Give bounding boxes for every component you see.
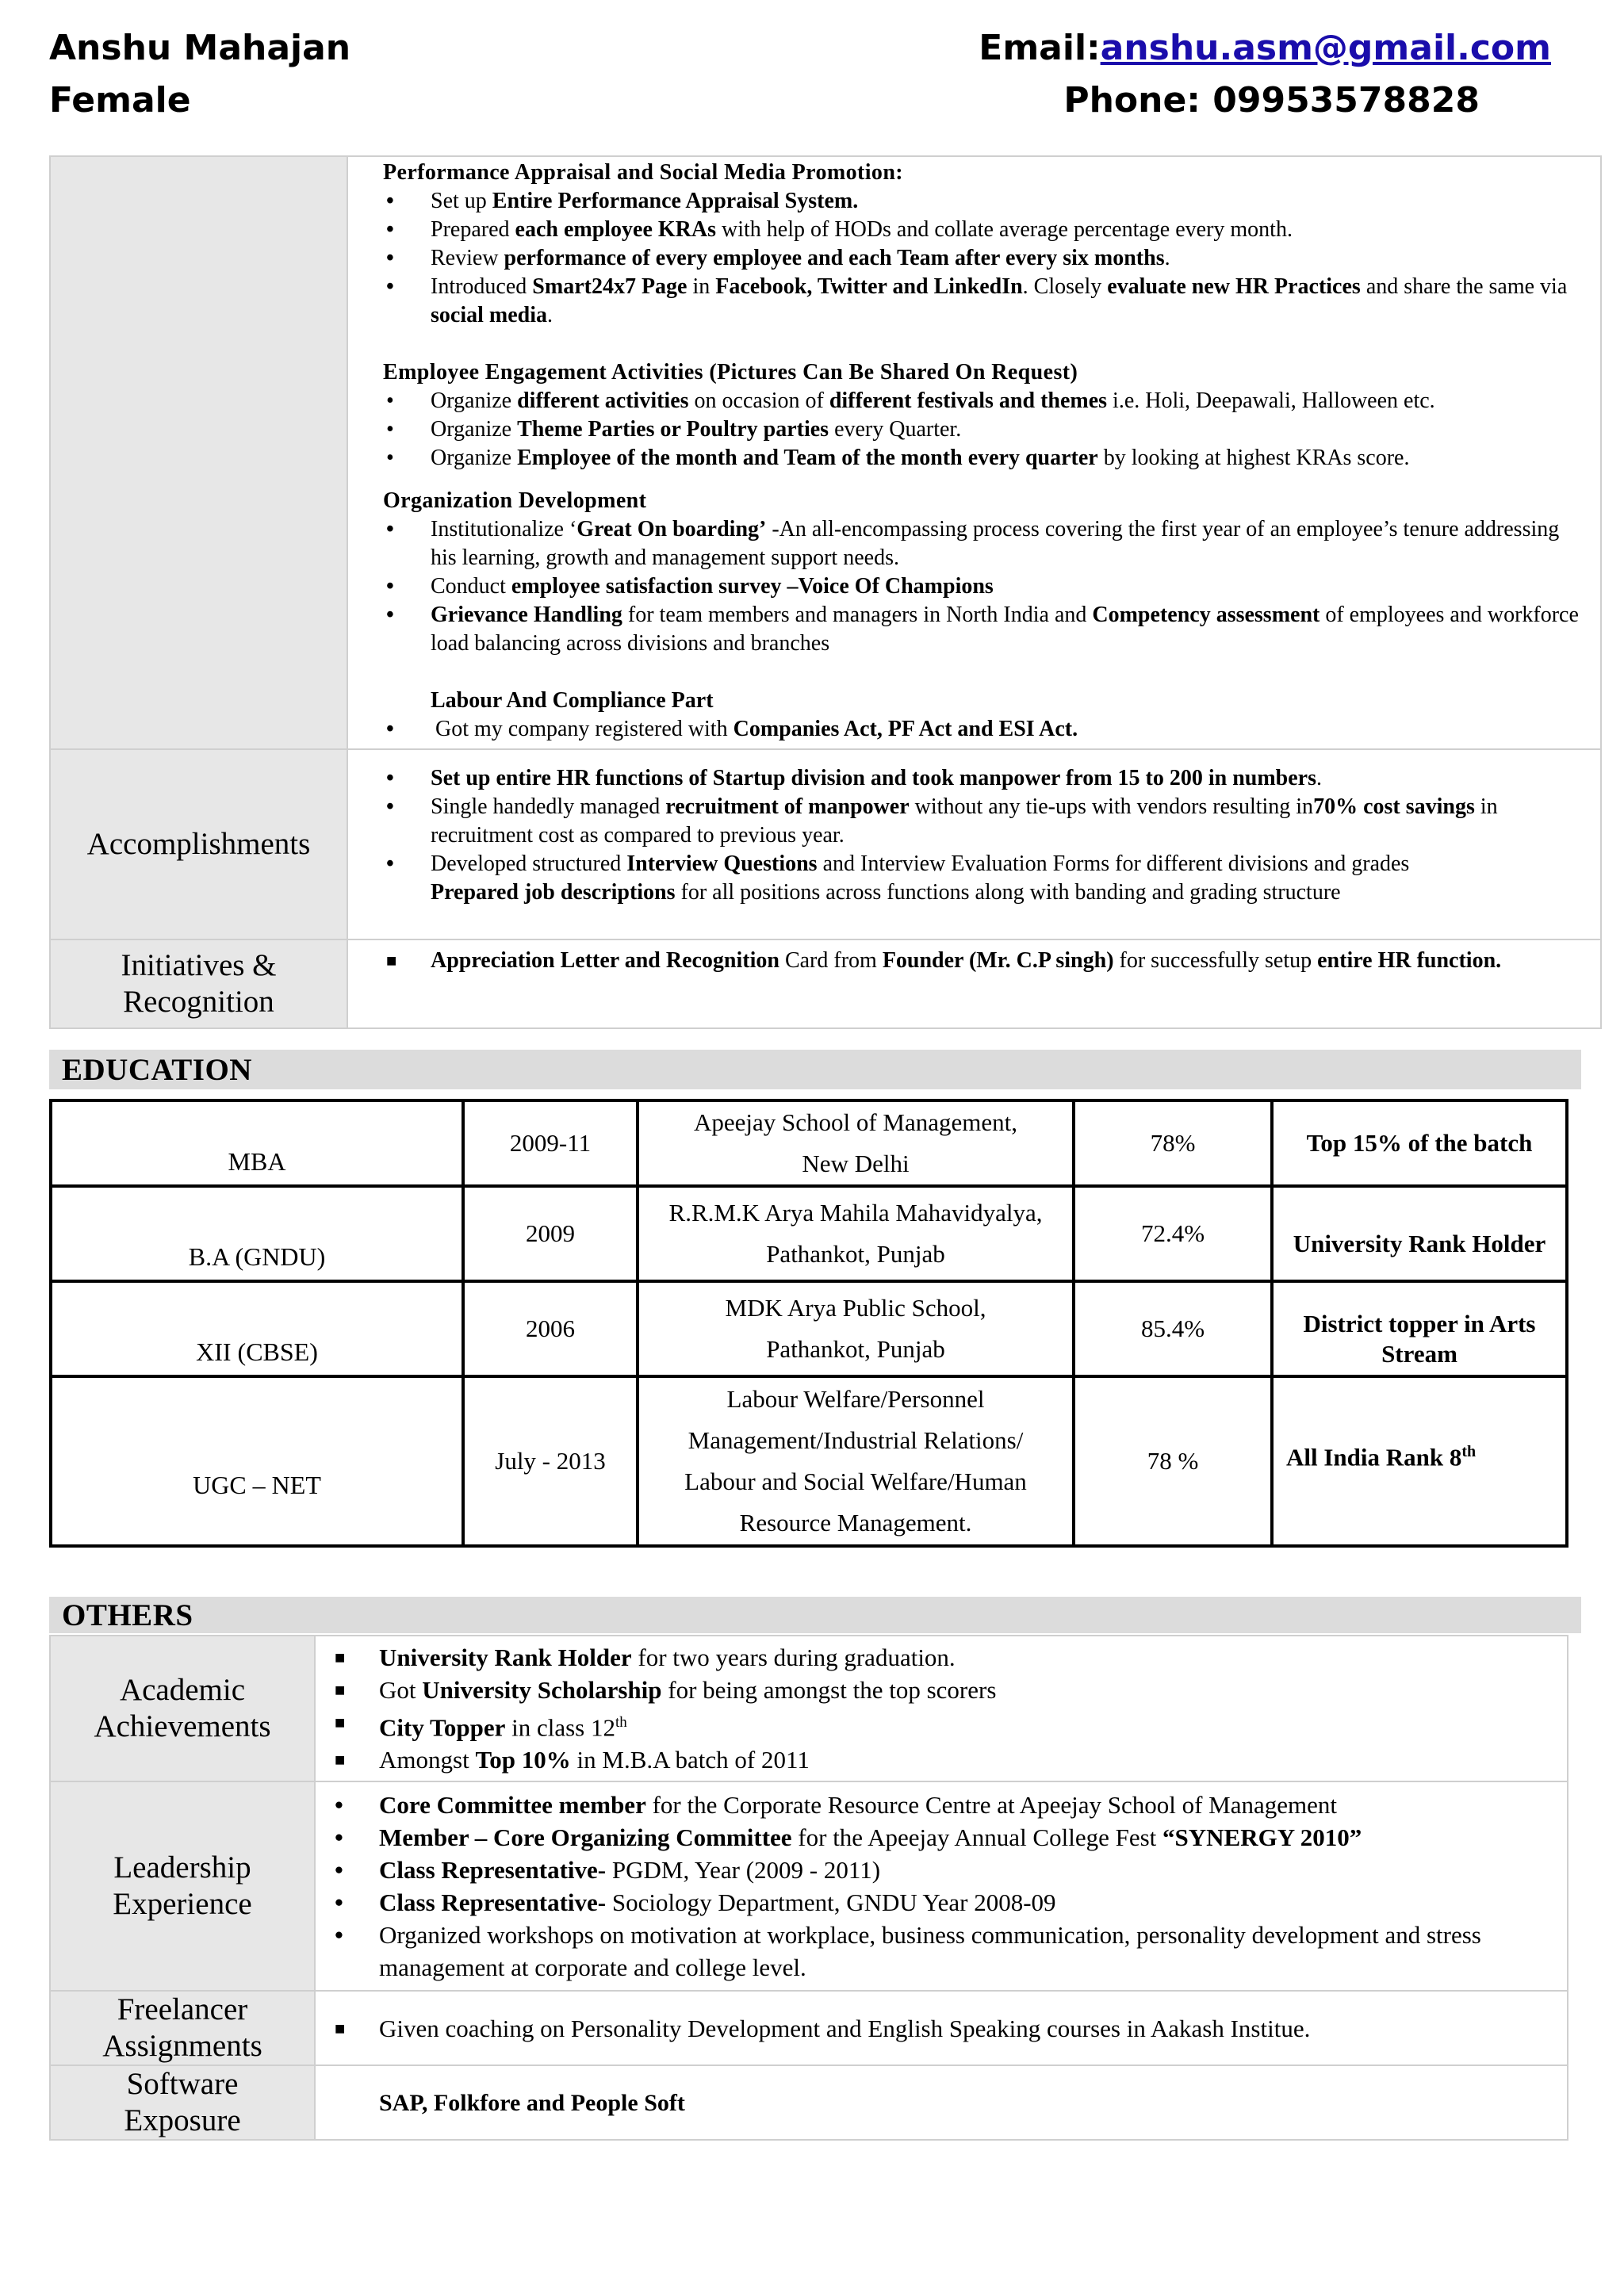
list-item: • Core Committee member for the Corporate Resource Centre at Apeejay School of Management	[335, 1791, 1337, 1820]
initiatives-row	[50, 939, 1601, 1028]
initiatives-details	[347, 939, 1601, 1028]
edu-percentage: 78%	[1074, 1100, 1272, 1186]
engagement-list	[383, 387, 1584, 473]
list-item: ■ University Rank Holder for two years during graduation.	[335, 1644, 956, 1671]
freelancer-list	[331, 2012, 1559, 2045]
header-left	[49, 22, 350, 127]
edu-year: 2009-11	[463, 1100, 638, 1186]
list-item: • Class Representative- PGDM, Year (2009 - 2011)	[335, 1856, 881, 1885]
freelancer-details	[315, 1991, 1568, 2065]
header-right	[979, 22, 1551, 127]
accomplishments-details	[347, 749, 1601, 939]
list-item: • Set up Entire Performance Appraisal System.	[386, 189, 859, 213]
accomplishments-row	[50, 749, 1601, 939]
org-dev-list	[383, 515, 1584, 658]
edu-remark: Top 15% of the batch	[1272, 1100, 1567, 1186]
accomplishments-label: Accomplishments	[50, 749, 347, 939]
freelancer-row	[50, 1991, 1568, 2065]
leadership-label: Leadership Experience	[50, 1781, 315, 1991]
list-item: ■ Appreciation Letter and Recognition Card from Founder (Mr. C.P singh) for successfully setup entire HR function.	[386, 948, 1502, 973]
edu-year: July - 2013	[463, 1376, 638, 1546]
software-row	[50, 2065, 1568, 2140]
accomplishments-list	[383, 764, 1584, 907]
section-title-appraisal: Performance Appraisal and Social Media Promotion:	[383, 160, 904, 185]
leadership-row	[50, 1781, 1568, 1991]
table-row	[51, 1186, 1567, 1281]
list-item: • Class Representative- Sociology Department, GNDU Year 2008-09	[335, 1888, 1056, 1917]
list-item: • Prepared each employee KRAs with help of HODs and collate average percentage every month.	[386, 217, 1293, 242]
list-item: • Got my company registered with Companies Act, PF Act and ESI Act.	[386, 717, 1078, 741]
academic-details	[315, 1636, 1568, 1781]
software-value: SAP, Folkfore and People Soft	[379, 2089, 685, 2116]
list-item: • Review performance of every employee and each Team after every six months.	[386, 246, 1170, 270]
edu-percentage: 72.4%	[1074, 1186, 1272, 1281]
experience-label-cell	[50, 156, 347, 749]
list-item: • Set up entire HR functions of Startup division and took manpower from 15 to 200 in numbers.	[386, 766, 1323, 790]
edu-remark: All India Rank 8th	[1272, 1376, 1567, 1546]
edu-degree: XII (CBSE)	[51, 1281, 463, 1376]
freelancer-label: Freelancer Assignments	[50, 1991, 315, 2065]
edu-degree: B.A (GNDU)	[51, 1186, 463, 1281]
list-item: • Grievance Handling for team members and managers in North India and Competency assessment of employees and workforce load balancing across divisions and branches	[386, 603, 1579, 656]
list-item: ■ City Topper in class 12th	[335, 1712, 627, 1742]
edu-year: 2006	[463, 1281, 638, 1376]
list-item: • Member – Core Organizing Committee for the Apeejay Annual College Fest “SYNERGY 2010”	[335, 1823, 1362, 1852]
list-item: • Introduced Smart24x7 Page in Facebook, Twitter and LinkedIn. Closely evaluate new HR Practices and share the same via social media.	[386, 274, 1568, 327]
compliance-list	[383, 715, 1584, 744]
edu-institution: MDK Arya Public School, Pathankot, Punjab	[638, 1281, 1074, 1376]
edu-percentage: 78 %	[1074, 1376, 1272, 1546]
software-details	[315, 2065, 1568, 2140]
email-link[interactable]: anshu.asm@gmail.com	[1100, 28, 1551, 68]
others-heading: OTHERS	[49, 1597, 1581, 1633]
edu-institution: Apeejay School of Management, New Delhi	[638, 1100, 1074, 1186]
table-row	[51, 1376, 1567, 1546]
leadership-details	[315, 1781, 1568, 1991]
email-row	[979, 22, 1551, 75]
edu-degree: MBA	[51, 1100, 463, 1186]
section-title-compliance: Labour And Compliance Part	[431, 688, 714, 713]
academic-label: Academic Achievements	[50, 1636, 315, 1781]
experience-details	[347, 156, 1601, 749]
list-item: ■ Amongst Top 10% in M.B.A batch of 2011	[335, 1746, 810, 1774]
edu-percentage: 85.4%	[1074, 1281, 1272, 1376]
section-title-engagement: Employee Engagement Activities (Pictures Can Be Shared On Request)	[383, 360, 1078, 385]
candidate-gender: Female	[49, 80, 191, 121]
edu-degree: UGC – NET	[51, 1376, 463, 1546]
initiatives-label: Initiatives & Recognition	[50, 939, 347, 1028]
academic-list	[331, 1641, 1559, 1776]
academic-row	[50, 1636, 1568, 1781]
section-title-org-dev: Organization Development	[383, 488, 647, 513]
initiatives-list	[383, 947, 1584, 975]
edu-remark: University Rank Holder	[1272, 1186, 1567, 1281]
table-row	[51, 1100, 1567, 1186]
list-item: • Organize different activities on occasion of different festivals and themes i.e. Holi, Deepawali, Halloween etc.	[386, 388, 1435, 413]
experience-table	[49, 155, 1602, 1029]
phone-number: Phone: 09953578828	[1063, 80, 1480, 121]
email-label: Email:	[979, 28, 1101, 68]
list-item: ■ Given coaching on Personality Development and English Speaking courses in Aakash Institue.	[335, 2014, 1311, 2042]
leadership-list	[331, 1789, 1559, 1984]
software-label: Software Exposure	[50, 2065, 315, 2140]
list-item: • Organized workshops on motivation at workplace, business communication, personality development and stress management at corporate and college level.	[335, 1921, 1481, 1982]
education-table	[49, 1099, 1568, 1548]
list-item: • Single handedly managed recruitment of manpower without any tie-ups with vendors resulting in70% cost savings in recruitment cost as compared to previous year.	[386, 794, 1498, 848]
table-row	[51, 1281, 1567, 1376]
list-item: • Organize Theme Parties or Poultry parties every Quarter.	[386, 417, 962, 442]
list-item: • Institutionalize ‘Great On boarding’ -An all-encompassing process covering the first year of an employee’s tenure addressing his learning, growth and management support needs.	[386, 517, 1560, 570]
others-table	[49, 1635, 1568, 2141]
candidate-name: Anshu Mahajan	[49, 28, 351, 68]
edu-institution: Labour Welfare/Personnel Management/Industrial Relations/ Labour and Social Welfare/Human Resource Management.	[638, 1376, 1074, 1546]
edu-institution: R.R.M.K Arya Mahila Mahavidyalya, Pathankot, Punjab	[638, 1186, 1074, 1281]
education-heading: EDUCATION	[49, 1050, 1581, 1089]
edu-remark: District topper in Arts Stream	[1272, 1281, 1567, 1376]
list-item: ■ Got University Scholarship for being amongst the top scorers	[335, 1676, 997, 1704]
list-item: • Conduct employee satisfaction survey –Voice Of Champions	[386, 574, 994, 599]
appraisal-list	[383, 187, 1584, 330]
list-item: • Organize Employee of the month and Team of the month every quarter by looking at highest KRAs score.	[386, 446, 1410, 470]
list-item: • Developed structured Interview Questions and Interview Evaluation Forms for different divisions and grades Prepared job descriptions for all positions across functions along with banding and grading structure	[386, 851, 1410, 905]
edu-year: 2009	[463, 1186, 638, 1281]
experience-row	[50, 156, 1601, 749]
